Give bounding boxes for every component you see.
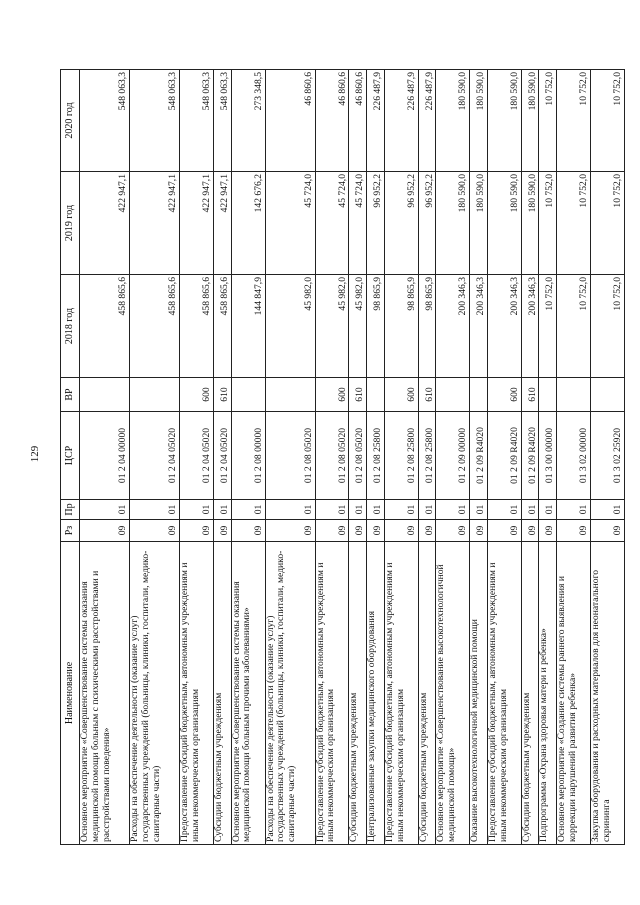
cell-csr: 01 2 04 00000 xyxy=(80,412,130,500)
cell-vr xyxy=(130,378,180,412)
cell-y2020: 226 487,9 xyxy=(418,70,436,172)
cell-csr: 01 2 08 25800 xyxy=(384,412,418,500)
cell-y2020: 226 487,9 xyxy=(384,70,418,172)
cell-name: Основное мероприятие «Совершенствование системы оказания медицинской помощи больным с психическими расстройствами и расстройствами поведения» xyxy=(80,542,130,845)
cell-y2020: 46 860,6 xyxy=(265,70,315,172)
cell-y2018: 458 865,6 xyxy=(80,275,130,378)
cell-rz: 09 xyxy=(80,520,130,542)
cell-pr: 01 xyxy=(557,500,591,520)
cell-rz: 09 xyxy=(557,520,591,542)
cell-vr xyxy=(470,378,488,412)
table-row xyxy=(436,70,470,845)
cell-vr xyxy=(436,378,470,412)
cell-pr: 01 xyxy=(349,500,367,520)
header-row xyxy=(61,70,80,845)
cell-rz: 09 xyxy=(384,520,418,542)
cell-name: Централизованные закупки медицинского оборудования xyxy=(367,542,385,845)
cell-y2019: 422 947,1 xyxy=(214,172,232,275)
cell-pr: 01 xyxy=(214,500,232,520)
cell-y2018: 458 865,6 xyxy=(180,275,214,378)
cell-rz: 09 xyxy=(470,520,488,542)
cell-y2018: 458 865,6 xyxy=(214,275,232,378)
cell-rz: 09 xyxy=(349,520,367,542)
cell-name: Субсидии бюджетным учреждениям xyxy=(214,542,232,845)
cell-y2019: 180 590,0 xyxy=(487,172,521,275)
cell-y2020: 46 860,6 xyxy=(315,70,349,172)
cell-csr: 01 2 09 R4020 xyxy=(470,412,488,500)
cell-y2019: 422 947,1 xyxy=(180,172,214,275)
header-2018: 2018 год xyxy=(61,275,80,378)
cell-csr: 01 2 09 R4020 xyxy=(521,412,539,500)
cell-pr: 01 xyxy=(521,500,539,520)
table-row xyxy=(470,70,488,845)
cell-name: Субсидии бюджетным учреждениям xyxy=(521,542,539,845)
cell-vr: 600 xyxy=(487,378,521,412)
cell-csr: 01 2 04 05020 xyxy=(214,412,232,500)
header-name: Наименование xyxy=(61,542,80,845)
cell-y2019: 45 724,0 xyxy=(265,172,315,275)
cell-y2020: 273 348,5 xyxy=(231,70,265,172)
table-body xyxy=(80,70,625,845)
cell-pr: 01 xyxy=(539,500,557,520)
cell-csr: 01 2 08 00000 xyxy=(231,412,265,500)
cell-pr: 01 xyxy=(315,500,349,520)
table-row xyxy=(315,70,349,845)
table-row xyxy=(349,70,367,845)
cell-vr: 610 xyxy=(349,378,367,412)
cell-y2019: 45 724,0 xyxy=(349,172,367,275)
cell-y2018: 98 865,9 xyxy=(418,275,436,378)
cell-y2019: 180 590,0 xyxy=(436,172,470,275)
cell-csr: 01 2 09 00000 xyxy=(436,412,470,500)
cell-rz: 09 xyxy=(214,520,232,542)
cell-y2020: 180 590,0 xyxy=(487,70,521,172)
cell-rz: 09 xyxy=(315,520,349,542)
cell-name: Предоставление субсидий бюджетным, автономным учреждениям и иным некоммерческим организациям xyxy=(180,542,214,845)
table-row xyxy=(130,70,180,845)
cell-pr: 01 xyxy=(470,500,488,520)
table-row xyxy=(521,70,539,845)
cell-vr: 610 xyxy=(214,378,232,412)
cell-csr: 01 2 08 05020 xyxy=(315,412,349,500)
table-row xyxy=(180,70,214,845)
cell-rz: 09 xyxy=(367,520,385,542)
cell-y2019: 96 952,2 xyxy=(367,172,385,275)
cell-pr: 01 xyxy=(180,500,214,520)
cell-pr: 01 xyxy=(130,500,180,520)
table-row xyxy=(265,70,315,845)
cell-rz: 09 xyxy=(130,520,180,542)
cell-y2018: 10 752,0 xyxy=(557,275,591,378)
cell-vr xyxy=(591,378,625,412)
table-row xyxy=(214,70,232,845)
cell-y2018: 458 865,6 xyxy=(130,275,180,378)
cell-vr: 610 xyxy=(418,378,436,412)
cell-csr: 01 2 08 25800 xyxy=(367,412,385,500)
cell-vr xyxy=(367,378,385,412)
cell-name: Основное мероприятие «Создание системы раннего выявления и коррекции нарушений развития ребенка» xyxy=(557,542,591,845)
cell-csr: 01 2 09 R4020 xyxy=(487,412,521,500)
cell-y2020: 180 590,0 xyxy=(470,70,488,172)
cell-y2019: 96 952,2 xyxy=(418,172,436,275)
header-vr: ВР xyxy=(61,378,80,412)
cell-vr xyxy=(231,378,265,412)
cell-y2018: 98 865,9 xyxy=(384,275,418,378)
cell-rz: 09 xyxy=(180,520,214,542)
cell-y2020: 226 487,9 xyxy=(367,70,385,172)
header-2020: 2020 год xyxy=(61,70,80,172)
cell-y2018: 144 847,9 xyxy=(231,275,265,378)
cell-vr: 610 xyxy=(521,378,539,412)
cell-name: Основное мероприятие «Совершенствование системы оказания медицинской помощи больным прочими заболеваниями» xyxy=(231,542,265,845)
cell-y2018: 45 982,0 xyxy=(265,275,315,378)
cell-rz: 09 xyxy=(591,520,625,542)
cell-y2020: 548 063,3 xyxy=(180,70,214,172)
cell-name: Закупка оборудования и расходных материалов для неонатального скрининга xyxy=(591,542,625,845)
cell-y2019: 10 752,0 xyxy=(557,172,591,275)
cell-pr: 01 xyxy=(436,500,470,520)
header-csr: ЦСР xyxy=(61,412,80,500)
cell-pr: 01 xyxy=(487,500,521,520)
cell-y2019: 142 676,2 xyxy=(231,172,265,275)
cell-rz: 09 xyxy=(418,520,436,542)
cell-y2019: 96 952,2 xyxy=(384,172,418,275)
cell-name: Подпрограмма «Охрана здоровья матери и ребенка» xyxy=(539,542,557,845)
cell-y2018: 200 346,3 xyxy=(470,275,488,378)
cell-y2020: 180 590,0 xyxy=(521,70,539,172)
cell-y2019: 180 590,0 xyxy=(521,172,539,275)
cell-csr: 01 3 00 00000 xyxy=(539,412,557,500)
cell-name: Предоставление субсидий бюджетным, автономным учреждениям и иным некоммерческим организациям xyxy=(315,542,349,845)
cell-vr xyxy=(557,378,591,412)
cell-rz: 09 xyxy=(265,520,315,542)
header-2019: 2019 год xyxy=(61,172,80,275)
cell-pr: 01 xyxy=(265,500,315,520)
cell-vr: 600 xyxy=(315,378,349,412)
cell-y2019: 180 590,0 xyxy=(470,172,488,275)
cell-name: Предоставление субсидий бюджетным, автономным учреждениям и иным некоммерческим организациям xyxy=(384,542,418,845)
page-number: 129 xyxy=(29,445,41,463)
cell-rz: 09 xyxy=(539,520,557,542)
cell-y2019: 422 947,1 xyxy=(80,172,130,275)
cell-y2020: 548 063,3 xyxy=(130,70,180,172)
table-row xyxy=(80,70,130,845)
table-row xyxy=(367,70,385,845)
cell-vr xyxy=(80,378,130,412)
cell-name: Предоставление субсидий бюджетным, автономным учреждениям и иным некоммерческим организациям xyxy=(487,542,521,845)
cell-pr: 01 xyxy=(80,500,130,520)
cell-y2018: 200 346,3 xyxy=(521,275,539,378)
cell-csr: 01 2 08 05020 xyxy=(349,412,367,500)
cell-y2020: 548 063,3 xyxy=(214,70,232,172)
cell-name: Субсидии бюджетным учреждениям xyxy=(418,542,436,845)
cell-y2020: 548 063,3 xyxy=(80,70,130,172)
cell-y2018: 98 865,9 xyxy=(367,275,385,378)
cell-vr: 600 xyxy=(384,378,418,412)
cell-pr: 01 xyxy=(367,500,385,520)
table-row xyxy=(418,70,436,845)
cell-rz: 09 xyxy=(487,520,521,542)
header-pr: Пр xyxy=(61,500,80,520)
cell-name: Оказание высокотехнологичной медицинской помощи xyxy=(470,542,488,845)
cell-y2020: 180 590,0 xyxy=(436,70,470,172)
cell-y2019: 10 752,0 xyxy=(591,172,625,275)
cell-y2018: 10 752,0 xyxy=(591,275,625,378)
table-row xyxy=(231,70,265,845)
budget-table xyxy=(60,69,625,845)
table-row xyxy=(591,70,625,845)
cell-y2019: 45 724,0 xyxy=(315,172,349,275)
table-row xyxy=(539,70,557,845)
cell-vr xyxy=(539,378,557,412)
cell-vr xyxy=(265,378,315,412)
cell-name: Субсидии бюджетным учреждениям xyxy=(349,542,367,845)
table-row xyxy=(557,70,591,845)
cell-y2018: 10 752,0 xyxy=(539,275,557,378)
table-row xyxy=(487,70,521,845)
cell-csr: 01 2 04 05020 xyxy=(180,412,214,500)
cell-pr: 01 xyxy=(231,500,265,520)
cell-y2019: 10 752,0 xyxy=(539,172,557,275)
cell-csr: 01 2 04 05020 xyxy=(130,412,180,500)
cell-y2020: 46 860,6 xyxy=(349,70,367,172)
budget-table-container xyxy=(60,70,625,845)
table-row xyxy=(384,70,418,845)
cell-vr: 600 xyxy=(180,378,214,412)
cell-y2018: 200 346,3 xyxy=(487,275,521,378)
cell-name: Расходы на обеспечение деятельности (оказание услуг) государственных учреждений (больницы, клиники, госпитали, медико-санитарные части) xyxy=(265,542,315,845)
cell-y2018: 200 346,3 xyxy=(436,275,470,378)
cell-y2019: 422 947,1 xyxy=(130,172,180,275)
cell-name: Основное мероприятие «Совершенствование высокотехнологичной медицинской помощи» xyxy=(436,542,470,845)
cell-csr: 01 2 08 25800 xyxy=(418,412,436,500)
cell-y2020: 10 752,0 xyxy=(539,70,557,172)
cell-rz: 09 xyxy=(521,520,539,542)
cell-csr: 01 2 08 05020 xyxy=(265,412,315,500)
cell-y2020: 10 752,0 xyxy=(591,70,625,172)
cell-y2018: 45 982,0 xyxy=(315,275,349,378)
header-rz: Рз xyxy=(61,520,80,542)
cell-name: Расходы на обеспечение деятельности (оказание услуг) государственных учреждений (больницы, клиники, госпитали, медико-санитарные части) xyxy=(130,542,180,845)
cell-rz: 09 xyxy=(231,520,265,542)
cell-rz: 09 xyxy=(436,520,470,542)
cell-pr: 01 xyxy=(418,500,436,520)
cell-pr: 01 xyxy=(384,500,418,520)
cell-y2020: 10 752,0 xyxy=(557,70,591,172)
cell-pr: 01 xyxy=(591,500,625,520)
cell-csr: 01 3 02 00000 xyxy=(557,412,591,500)
cell-y2018: 45 982,0 xyxy=(349,275,367,378)
cell-csr: 01 3 02 25920 xyxy=(591,412,625,500)
